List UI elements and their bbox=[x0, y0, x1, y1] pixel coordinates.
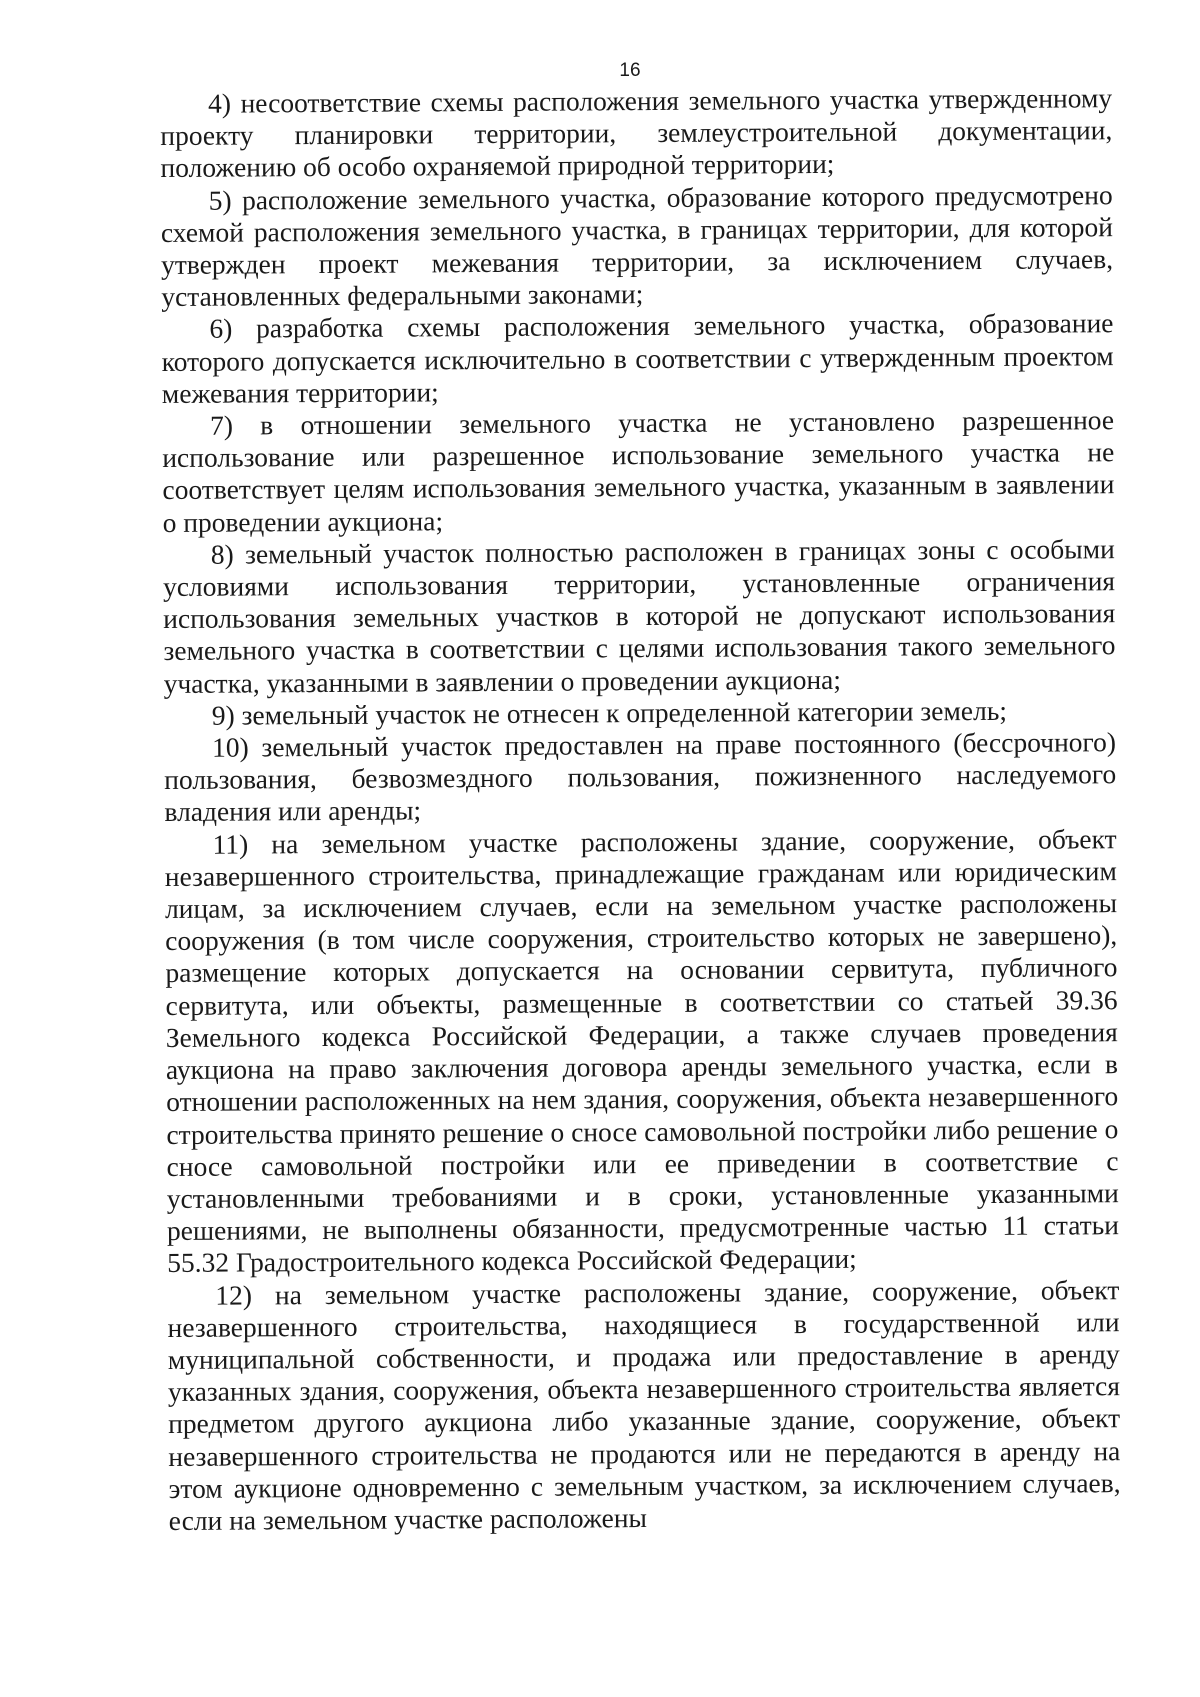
list-item: 12) на земельном участке расположены здание, сооружение, объект незавершенного строительства, находящиеся в государственной или муниципальной собственности, и продажа или предоставление в аренду указанных здания, сооружения, объекта незавершенного строительства является предметом другого аукциона либо указанные здание, сооружение, объект незавершенного строительства не продаются или не передаются в аренду на этом аукционе одновременно с земельным участком, за исключением случаев, если на земельном участке расположены bbox=[167, 1273, 1121, 1536]
list-item: 11) на земельном участке расположены здание, сооружение, объект незавершенного строительства, принадлежащие гражданам или юридическим лицам, за исключением случаев, если на земельном участке расположены сооружения (в том числе сооружения, строительство которых не завершено), размещение которых допускается на основании сервитута, публичного сервитута, или объекты, размещенные в соответствии со статьей 39.36 Земельного кодекса Российской Федерации, а также случаев проведения аукциона на право заключения договора аренды земельного участка, если в отношении расположенных на нем здания, сооружения, объекта незавершенного строительства принято решение о сносе самовольной постройки либо решение о сносе самовольной постройки или ее приведении в соответствие с установленными требованиями и в сроки, установленные указанными решениями, не выполнены обязанности, предусмотренные частью 11 статьи 55.32 Градостроительного кодекса Российской Федерации; bbox=[164, 822, 1120, 1279]
list-item: 6) разработка схемы расположения земельного участка, образование которого допускается исключительно в соответствии с утвержденным проектом межевания территории; bbox=[161, 307, 1114, 409]
document-body bbox=[160, 82, 1121, 1537]
list-item: 7) в отношении земельного участка не установлено разрешенное использование или разрешенное использование земельного участка не соответствует целям использования земельного участка, указанным в заявлении о проведении аукциона; bbox=[162, 404, 1115, 538]
list-item: 8) земельный участок полностью расположен в границах зоны с особыми условиями использования территории, установленные ограничения использования земельных участков в которой не допускают использования земельного участка в соответствии с целями использования такого земельного участка, указанными в заявлении о проведении аукциона; bbox=[162, 533, 1116, 699]
list-item: 4) несоответствие схемы расположения земельного участка утвержденному проекту планировки территории, землеустроительной документации, положению об особо охраняемой природной территории; bbox=[160, 82, 1113, 184]
page-number: 16 bbox=[619, 60, 641, 81]
list-item: 9) земельный участок не отнесен к определенной категории земель; bbox=[211, 694, 1008, 731]
list-item: 5) расположение земельного участка, образование которого предусмотрено схемой расположения земельного участка, в границах территории, для которой утвержден проект межевания территории, за исключением случаев, установленных федеральными законами; bbox=[160, 178, 1114, 313]
list-item: 10) земельный участок предоставлен на праве постоянного (бессрочного) пользования, безвозмездного пользования, пожизненного наследуемого владения или аренды; bbox=[164, 726, 1117, 828]
